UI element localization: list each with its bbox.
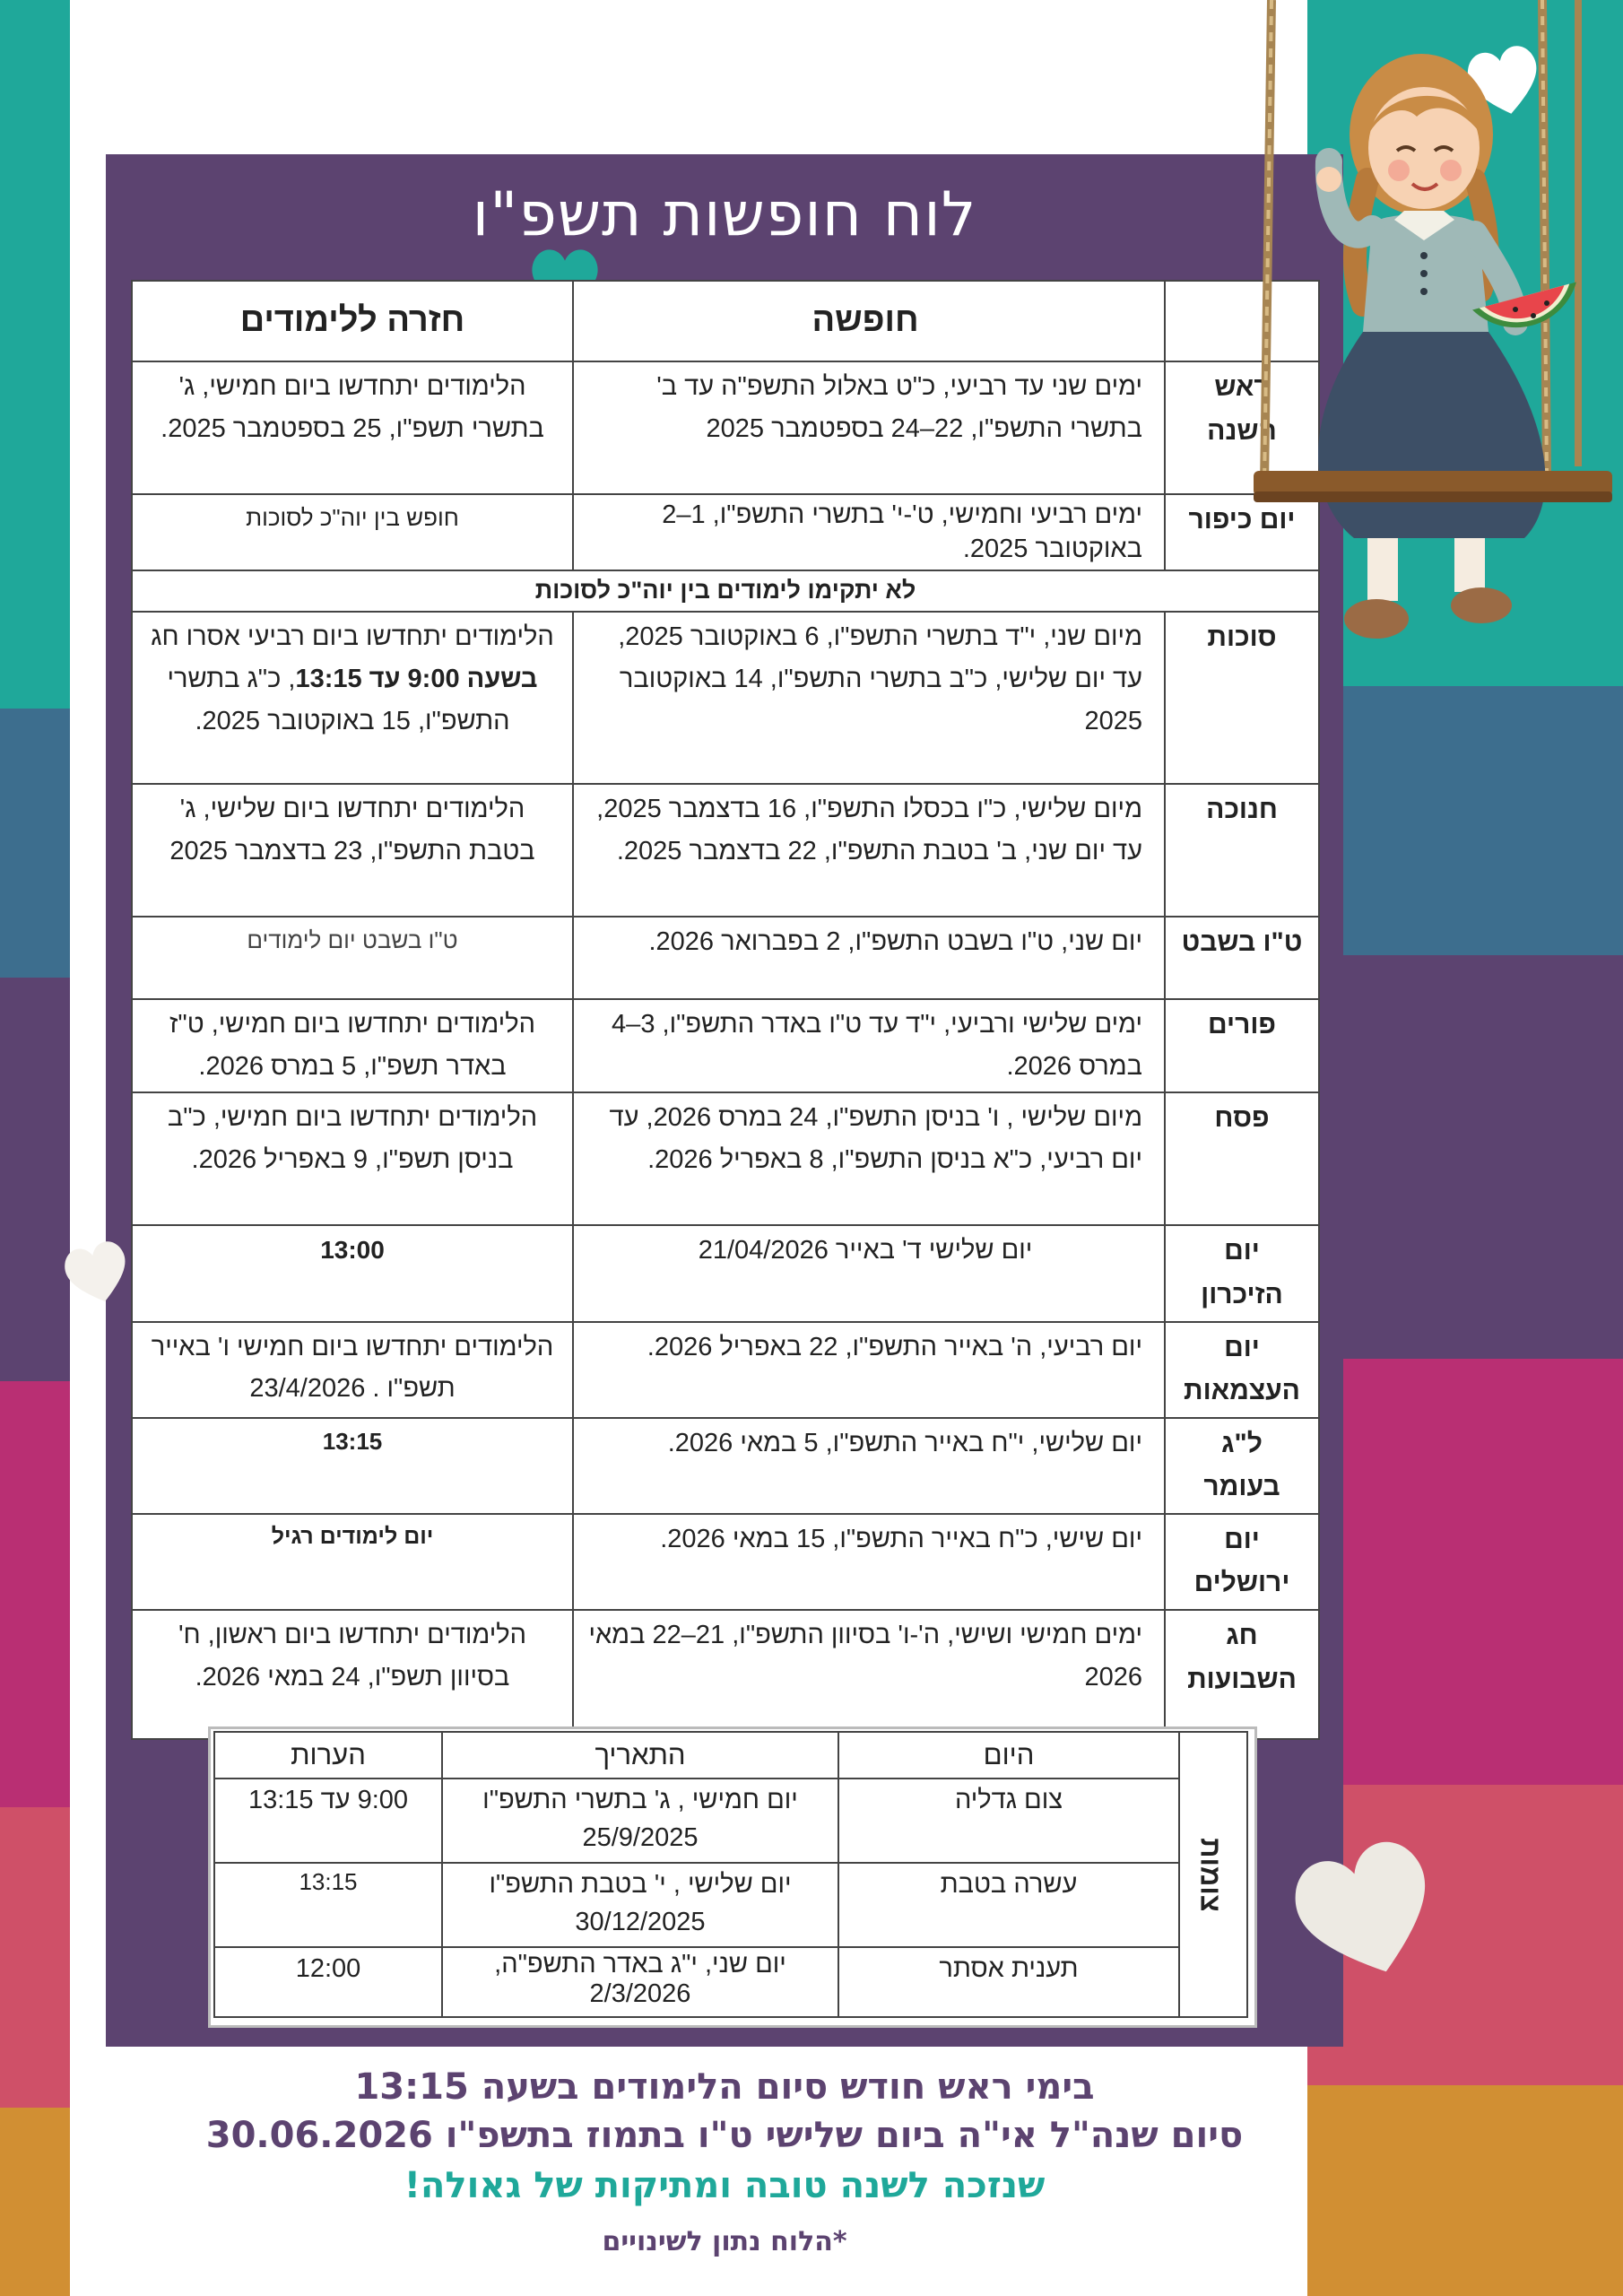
holiday-name: ראש השנה xyxy=(1165,361,1319,494)
holiday-name: פסח xyxy=(1165,1092,1319,1225)
holiday-dates: יום רביעי, ה' באייר התשפ"ו, 22 באפריל 2026. xyxy=(573,1322,1165,1418)
fast-date: יום שני, י"ג באדר התשפ"ה, 2/3/2026 xyxy=(442,1947,838,2017)
return-info: הלימודים יתחדשו ביום שלישי, ג' בטבת התשפ"ו, 23 בדצמבר 2025 xyxy=(132,784,573,917)
fast-day: צום גדליה xyxy=(838,1779,1179,1863)
band-steel-right xyxy=(1307,686,1623,955)
white-heart-icon xyxy=(334,1695,420,1731)
footer-line-2: סיום שנה"ל אי"ה ביום שלישי ט"ו בתמוז בתשפ"ו 30.06.2026 xyxy=(205,2115,1244,2156)
return-info: חופש בין יוה"כ לסוכות xyxy=(132,494,573,570)
return-info: הלימודים יתחדשו ביום חמישי, ט"ז באדר תשפ"ו, 5 במרס 2026. xyxy=(132,999,573,1092)
table-row xyxy=(214,1779,1247,1863)
fasts-table-header xyxy=(214,1732,1247,1779)
return-info: הלימודים יתחדשו ביום חמישי ו' באייר תשפ"ו . 23/4/2026 xyxy=(132,1322,573,1418)
holiday-name: יום העצמאות xyxy=(1165,1322,1319,1418)
table-row xyxy=(132,1514,1319,1610)
header-notes: הערות xyxy=(214,1732,442,1779)
holiday-name: חג השבועות xyxy=(1165,1610,1319,1739)
return-info-post: , כ"ג בתשרי התשפ"ו, 15 באוקטובר 2025. xyxy=(167,665,510,736)
return-info: 13:00 xyxy=(132,1225,573,1321)
table-row xyxy=(132,494,1319,570)
fasts-side-label xyxy=(1179,1732,1247,2017)
holiday-dates: יום שני, ט"ו בשבט התשפ"ו, 2 בפברואר 2026. xyxy=(573,917,1165,999)
holiday-name: סוכות xyxy=(1165,612,1319,784)
table-row xyxy=(132,1610,1319,1739)
header-vacation: חופשה xyxy=(573,281,1165,361)
header-date: התאריך xyxy=(442,1732,838,1779)
holiday-name: יום ירושלים xyxy=(1165,1514,1319,1610)
holiday-name: ל"ג בעומר xyxy=(1165,1418,1319,1514)
holiday-dates: יום שישי, כ"ח באייר התשפ"ו, 15 במאי 2026. xyxy=(573,1514,1165,1610)
fast-day: עשרה בטבת xyxy=(838,1863,1179,1947)
band-magenta-right xyxy=(1307,1359,1623,1785)
header-return: חזרה ללימודים xyxy=(132,281,573,361)
no-school-notice: לא יתקימו לימודים בין יוה"כ לסוכות xyxy=(132,570,1319,612)
header-day: היום xyxy=(838,1732,1179,1779)
table-row xyxy=(214,1947,1247,2017)
white-heart-icon xyxy=(63,1234,133,1311)
band-mustard-left xyxy=(0,2108,70,2296)
return-info-pre: הלימודים יתחדשו ביום רביעי אסרו חג xyxy=(151,622,554,652)
fasts-table xyxy=(213,1731,1248,2018)
band-purple-left xyxy=(0,978,70,1381)
table-row xyxy=(214,1863,1247,1947)
footer-line-1: בימי ראש חודש סיום הלימודים בשעה 13:15 xyxy=(354,2066,1095,2108)
table-row xyxy=(132,1322,1319,1418)
return-info: הלימודים יתחדשו ביום חמישי, ג' בתשרי תשפ"ו, 25 בספטמבר 2025. xyxy=(132,361,573,494)
table-row xyxy=(132,1418,1319,1514)
footer-line-3: שנזכה לשנה טובה ומתיקות של גאולה! xyxy=(404,2165,1046,2206)
band-teal-left xyxy=(0,0,70,709)
fast-notes: 13:15 xyxy=(214,1863,442,1947)
white-heart-icon xyxy=(1291,1839,1444,1982)
fast-notes: 12:00 xyxy=(214,1947,442,2017)
band-mustard-right xyxy=(1307,2085,1623,2296)
return-info-bold: בשעה 9:00 עד 13:15 xyxy=(295,665,538,694)
holiday-dates: ימים רביעי וחמישי, ט'-י' בתשרי התשפ"ו, 1–2 באוקטובר 2025. xyxy=(573,494,1165,570)
return-info: ט"ו בשבט יום לימודים xyxy=(132,917,573,999)
table-row xyxy=(132,784,1319,917)
holiday-dates: מיום שני, י"ד בתשרי התשפ"ו, 6 באוקטובר 2025, עד יום שלישי, כ"ב בתשרי התשפ"ו, 14 באוקטובר 2025 xyxy=(573,612,1165,784)
holiday-name: יום כיפור xyxy=(1165,494,1319,570)
girl-on-swing-illustration xyxy=(1246,0,1623,664)
table-row xyxy=(132,917,1319,999)
fast-day: תענית אסתר xyxy=(838,1947,1179,2017)
band-purple-right xyxy=(1307,955,1623,1359)
table-row xyxy=(132,361,1319,494)
table-row-full xyxy=(132,570,1319,612)
band-magenta-left xyxy=(0,1381,70,1807)
band-steel-left xyxy=(0,709,70,978)
holiday-dates: מיום שלישי, כ"ו בכסלו התשפ"ו, 16 בדצמבר 2025, עד יום שני, ב' בטבת התשפ"ו, 22 בדצמבר 2025. xyxy=(573,784,1165,917)
holiday-dates: ימים שלישי ורביעי, י"ד עד ט"ו באדר התשפ"ו, 3–4 במרס 2026. xyxy=(573,999,1165,1092)
holiday-name: פורים xyxy=(1165,999,1319,1092)
holiday-name: ט"ו בשבט xyxy=(1165,917,1319,999)
fast-notes: 9:00 עד 13:15 xyxy=(214,1779,442,1863)
table-row xyxy=(132,1225,1319,1321)
fast-date: יום חמישי , ג' בתשרי התשפ"ו 25/9/2025 xyxy=(442,1779,838,1863)
fasts-side-label-text: צומות xyxy=(1194,1837,1227,1912)
holiday-dates: יום שלישי ד' באייר 21/04/2026 xyxy=(573,1225,1165,1321)
return-info: יום לימודים רגיל xyxy=(132,1514,573,1610)
table-row xyxy=(132,1092,1319,1225)
holiday-name: יום הזיכרון xyxy=(1165,1225,1319,1321)
table-row xyxy=(132,612,1319,784)
holiday-dates: יום שלישי, י"ח באייר התשפ"ו, 5 במאי 2026. xyxy=(573,1418,1165,1514)
holidays-table xyxy=(131,280,1320,1740)
holiday-dates: ימים שני עד רביעי, כ"ט באלול התשפ"ה עד ב' בתשרי התשפ"ו, 22–24 בספטמבר 2025 xyxy=(573,361,1165,494)
table-row xyxy=(132,999,1319,1092)
return-info: הלימודים יתחדשו ביום ראשון, ח' בסיוון תשפ"ו, 24 במאי 2026. xyxy=(132,1610,573,1739)
band-pink-left xyxy=(0,1807,70,2108)
footer-note: *הלוח נתון לשינויים xyxy=(602,2226,847,2257)
fast-date: יום שלישי , י' בטבת התשפ"ו 30/12/2025 xyxy=(442,1863,838,1947)
holiday-dates: מיום שלישי , ו' בניסן התשפ"ו, 24 במרס 2026, עד יום רביעי, כ"א בניסן התשפ"ו, 8 באפריל 2026. xyxy=(573,1092,1165,1225)
return-info: 13:15 xyxy=(132,1418,573,1514)
page-title: לוח חופשות תשפ"ו xyxy=(472,179,977,250)
holiday-dates: ימים חמישי ושישי, ה'-ו' בסיוון התשפ"ו, 21–22 במאי 2026 xyxy=(573,1610,1165,1739)
return-info xyxy=(132,612,573,784)
return-info: הלימודים יתחדשו ביום חמישי, כ"ב בניסן תשפ"ו, 9 באפריל 2026. xyxy=(132,1092,573,1225)
holidays-table-header xyxy=(132,281,1319,361)
holiday-name: חנוכה xyxy=(1165,784,1319,917)
